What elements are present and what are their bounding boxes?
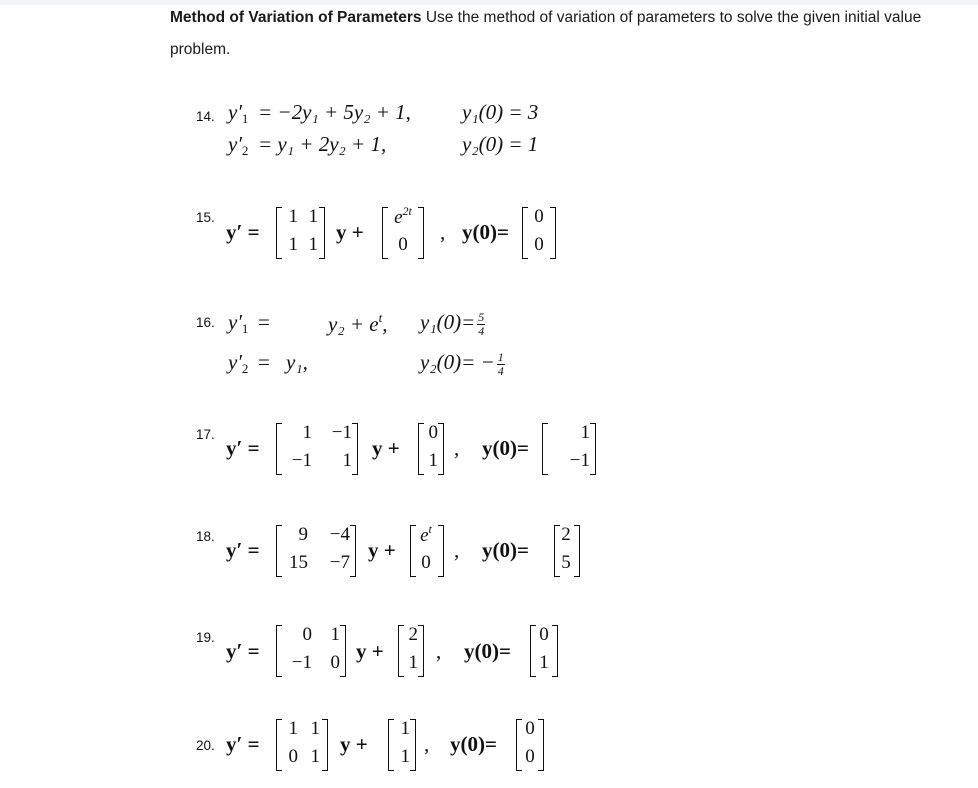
lhs: y′ = xyxy=(226,639,260,663)
lhs: y′ = xyxy=(226,538,260,562)
matrix-a11: 1 xyxy=(288,206,298,227)
matrix-a12: 1 xyxy=(330,624,340,645)
matrix-a22: 0 xyxy=(330,652,340,673)
matrix-a21: −1 xyxy=(291,652,312,673)
initial-label: y(0)= xyxy=(464,639,511,663)
comma: , xyxy=(436,639,442,663)
initial-vector-right-bracket xyxy=(538,719,544,771)
problem-number: 15. xyxy=(196,210,215,225)
mid-term: y + xyxy=(336,220,364,244)
vector-f1: 1 xyxy=(400,718,410,739)
initial-y2: 1 xyxy=(539,652,549,673)
eq2-initial-condition: y₂(0) = 1 xyxy=(462,132,539,156)
initial-y1: 0 xyxy=(534,206,544,227)
eq2-initial-condition: y₂(0)= − $\frac{1}{4}$ xyxy=(420,349,504,378)
matrix-a21: −1 xyxy=(291,450,312,471)
problem-number: 19. xyxy=(196,630,215,645)
matrix-a22: 1 xyxy=(310,746,320,767)
initial-vector-right-bracket xyxy=(552,625,558,677)
initial-y2: −1 xyxy=(569,450,590,471)
lhs: y′ = xyxy=(226,220,260,244)
eq1-lhs: $y'_1$ xyxy=(228,310,249,336)
eq2-lhs: $y'_2$ xyxy=(228,132,249,158)
vector-f1: 0 xyxy=(428,422,438,443)
vector-f-right-bracket xyxy=(438,423,444,475)
problem-number: 20. xyxy=(196,738,215,753)
eq1-lhs: $y'_1$ xyxy=(228,100,249,126)
initial-label: y(0)= xyxy=(482,436,529,460)
mid-term: y + xyxy=(368,538,396,562)
initial-y2: 0 xyxy=(534,234,544,255)
vector-f2: 0 xyxy=(421,552,431,573)
matrix-a12: −1 xyxy=(331,422,352,443)
matrix-a21: 15 xyxy=(289,552,308,573)
matrix-right-bracket xyxy=(352,423,358,475)
matrix-a12: −4 xyxy=(329,524,350,545)
matrix-a11: 0 xyxy=(302,624,312,645)
matrix-a21: 1 xyxy=(288,234,298,255)
eq1-equals: = xyxy=(258,310,270,334)
mid-term: y + xyxy=(356,639,384,663)
matrix-right-bracket xyxy=(322,719,328,771)
matrix-a12: 1 xyxy=(308,206,318,227)
problem-number: 18. xyxy=(196,529,215,544)
eq2-lhs: $y'_2$ xyxy=(228,350,249,376)
initial-label: y(0)= xyxy=(450,732,497,756)
matrix-a12: 1 xyxy=(310,718,320,739)
comma: , xyxy=(454,436,460,460)
initial-vector-right-bracket xyxy=(590,423,596,475)
matrix-a22: 1 xyxy=(342,450,352,471)
mid-term: y + xyxy=(340,732,368,756)
initial-y1: 2 xyxy=(561,524,571,545)
problem-number: 14. xyxy=(196,109,215,124)
section-title: Method of Variation of Parameters xyxy=(170,9,422,26)
matrix-right-bracket xyxy=(340,625,346,677)
matrix-right-bracket xyxy=(319,207,325,259)
initial-y1: 1 xyxy=(580,422,590,443)
intro-text: Use the method of variation of parameters to solve the given initial value problem. xyxy=(170,9,922,58)
vector-f2: 0 xyxy=(398,234,408,255)
vector-f2: 1 xyxy=(428,450,438,471)
initial-y1: 0 xyxy=(539,624,549,645)
lhs: y′ = xyxy=(226,436,260,460)
vector-f1: $e^t$ xyxy=(420,522,432,546)
vector-f2: 1 xyxy=(400,746,410,767)
matrix-a11: 1 xyxy=(302,422,312,443)
lhs: y′ = xyxy=(226,732,260,756)
initial-y2: 0 xyxy=(525,746,535,767)
vector-f1: $e^{2t}$ xyxy=(394,204,412,228)
matrix-a22: −7 xyxy=(329,552,350,573)
matrix-a11: 1 xyxy=(288,718,298,739)
eq2-rhs: y₁, xyxy=(286,350,308,374)
eq1-initial-condition: y₁(0) = 3 xyxy=(462,100,539,124)
initial-label: y(0)= xyxy=(462,220,509,244)
problem-number: 16. xyxy=(196,315,215,330)
vector-f-right-bracket xyxy=(438,525,444,577)
problem-number: 17. xyxy=(196,427,215,442)
eq1-rhs: $y_2 + e^t$, xyxy=(328,310,388,336)
initial-y1: 0 xyxy=(525,718,535,739)
eq2-rhs: = y₁ + 2y₂ + 1, xyxy=(258,132,387,156)
eq1-rhs: = −2y₁ + 5y₂ + 1, xyxy=(258,100,411,124)
comma: , xyxy=(424,732,430,756)
comma: , xyxy=(440,220,446,244)
initial-vector-right-bracket xyxy=(550,207,556,259)
eq2-equals: = xyxy=(258,350,270,374)
initial-vector-right-bracket xyxy=(574,525,580,577)
intro-paragraph xyxy=(170,2,950,66)
matrix-a22: 1 xyxy=(308,234,318,255)
eq1-initial-condition: y₁(0)= $\frac{5}{4}$ xyxy=(420,309,485,338)
matrix-left-bracket xyxy=(276,207,282,259)
mid-term: y + xyxy=(372,436,400,460)
matrix-a11: 9 xyxy=(298,524,308,545)
comma: , xyxy=(454,538,460,562)
vector-f-right-bracket xyxy=(410,719,416,771)
vector-f-right-bracket xyxy=(418,625,424,677)
initial-y2: 5 xyxy=(561,552,571,573)
initial-label: y(0)= xyxy=(482,538,529,562)
vector-f1: 2 xyxy=(408,624,418,645)
matrix-a21: 0 xyxy=(288,746,298,767)
vector-f2: 1 xyxy=(408,652,418,673)
matrix-right-bracket xyxy=(350,525,356,577)
vector-f-right-bracket xyxy=(418,207,424,259)
